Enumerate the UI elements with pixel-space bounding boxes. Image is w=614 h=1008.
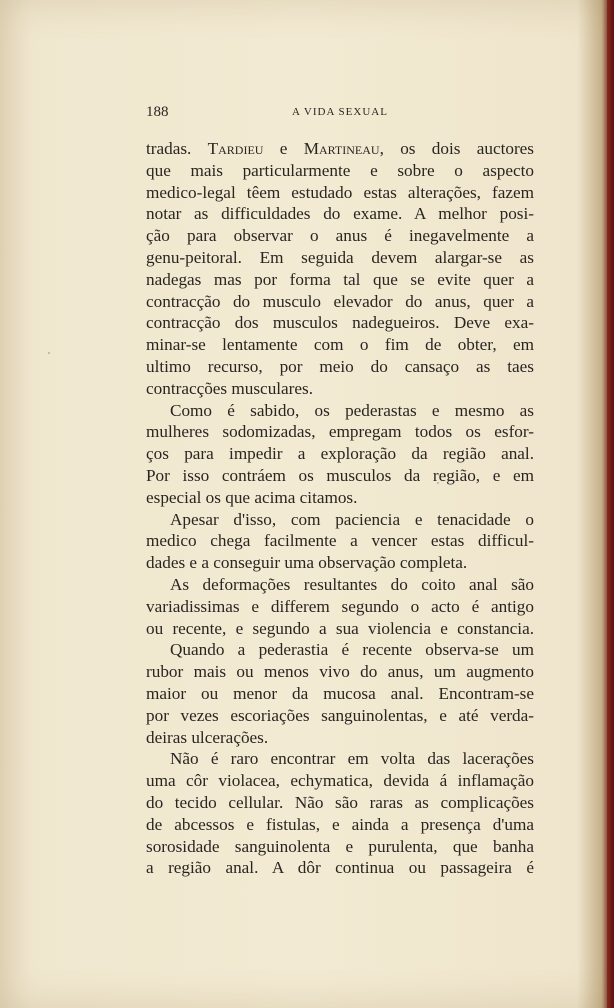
text-line: que mais particularmente e sobre o aspecto <box>146 160 534 180</box>
text-line: a região anal. A dôr continua ou passageira é <box>146 858 534 878</box>
text-line: nadegas mas por forma tal que se evite quer a <box>146 269 534 289</box>
text-line: rubor mais ou menos vivo do anus, um augmento <box>146 662 534 682</box>
text-line: contracções musculares. <box>146 378 314 398</box>
text-line: deiras ulcerações. <box>146 727 269 747</box>
text-line: tradas. Tardieu e Martineau, os dois auctores <box>146 139 534 158</box>
text-line: contracção do musculo elevador do anus, quer a <box>146 291 534 311</box>
book-spine-edge <box>607 0 614 1008</box>
text-line: por vezes escoriações sanguinolentas, e até verda- <box>146 705 534 725</box>
author-name-tardieu: Tardieu <box>207 139 264 158</box>
paragraph-start: Não é raro encontrar em volta das lacerações <box>170 749 534 769</box>
text-line: minar-se lentamente com o fim de obter, em <box>146 335 534 355</box>
running-title: A VIDA SEXUAL <box>292 106 388 118</box>
text-line: notar as difficuldades do exame. A melhor posi- <box>146 204 534 224</box>
text-line: uma côr violacea, echymatica, devida á inflamação <box>146 771 534 791</box>
paragraph-start: Quando a pederastia é recente observa-se um <box>170 640 534 660</box>
paper-speck <box>48 352 50 354</box>
paragraph-start: Apesar d'isso, com paciencia e tenacidade o <box>170 509 534 529</box>
text-line: mulheres sodomizadas, empregam todos os esfor- <box>146 422 534 442</box>
text-line: de abcessos e fistulas, e ainda a presença d'uma <box>146 814 534 834</box>
text-line: medico-legal têem estudado estas alterações, fazem <box>146 182 534 202</box>
page-header <box>146 104 534 124</box>
author-name-martineau: Martineau <box>303 139 380 158</box>
text-line: medico chega facilmente a vencer estas difficul- <box>146 531 534 551</box>
text-line: ços para impedir a exploração da região anal. <box>146 444 534 464</box>
text-line: ção para observar o anus é inegavelmente a <box>146 226 534 246</box>
page-number: 188 <box>146 104 169 120</box>
text-line: do tecido cellular. Não são raras as complicações <box>146 792 534 812</box>
text-line: genu-peitoral. Em seguida devem alargar-se as <box>146 247 534 267</box>
paper-speck <box>437 482 439 484</box>
text-line: especial os que acima citamos. <box>146 487 358 507</box>
body-text <box>146 138 534 879</box>
text-line: sorosidade sanguinolenta e purulenta, que banha <box>146 836 534 856</box>
text-line: variadissimas e differem segundo o acto é antigo <box>146 596 534 616</box>
text-line: dades e a conseguir uma observação completa. <box>146 553 468 573</box>
paragraph-start: Como é sabido, os pederastas e mesmo as <box>170 400 534 420</box>
paragraph-start: As deformações resultantes do coito anal são <box>170 574 534 594</box>
text-line: Por isso contráem os musculos da região, e em <box>146 465 534 485</box>
text-line: contracção dos musculos nadegueiros. Deve exa- <box>146 313 534 333</box>
text-line: ultimo recurso, por meio do cansaço as taes <box>146 356 534 376</box>
text-line: ou recente, e segundo a sua violencia e constancia. <box>146 618 534 638</box>
text-line: maior ou menor da mucosa anal. Encontram-se <box>146 683 534 703</box>
